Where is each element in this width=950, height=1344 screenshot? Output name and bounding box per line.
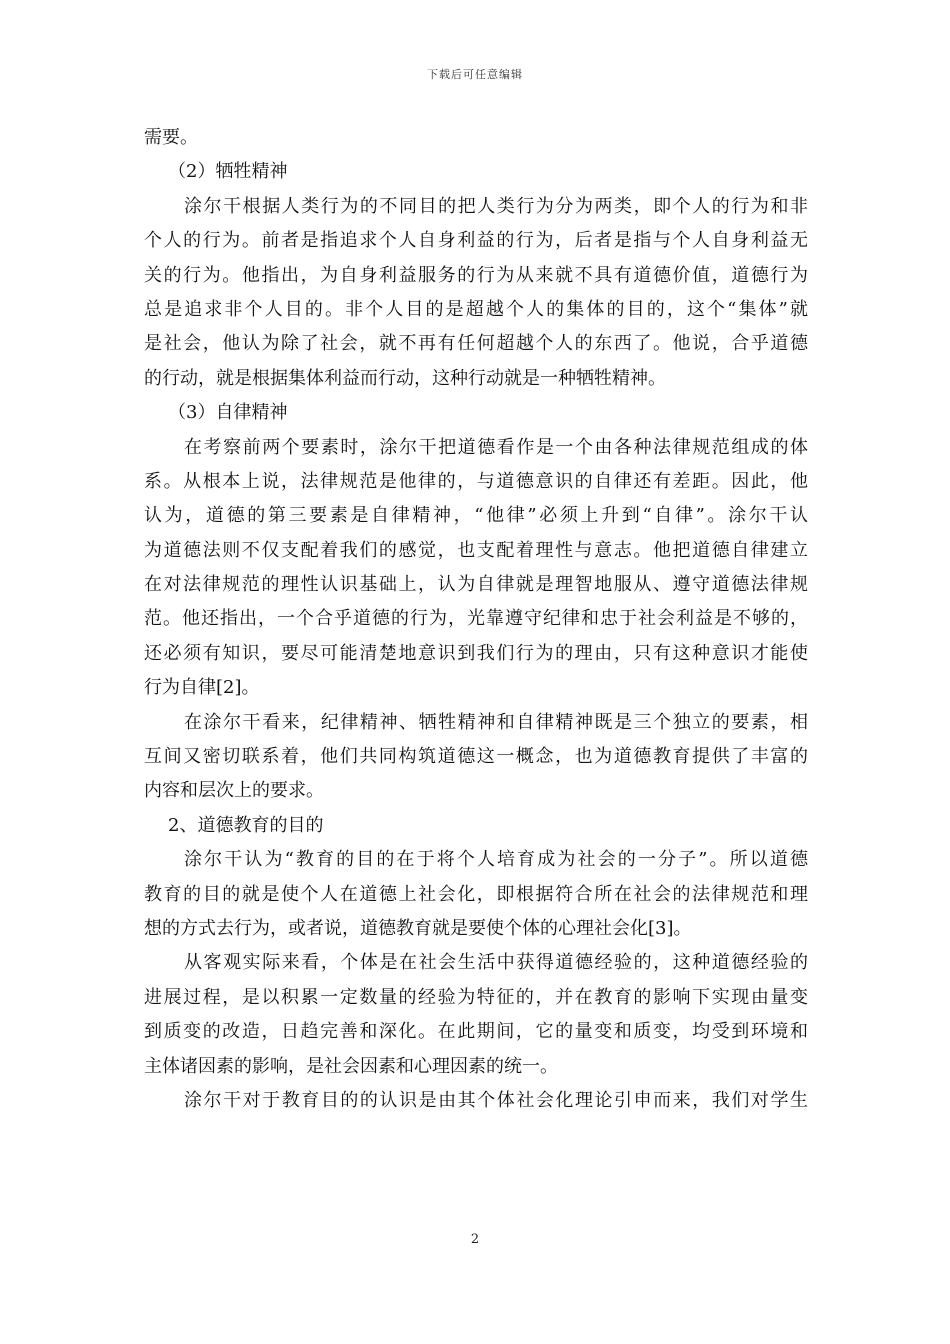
section-heading: 2、道德教育的目的 bbox=[168, 814, 324, 836]
text-line: 想的方式去行为，或者说，道德教育就是要使个体的心理社会化[3]。 bbox=[144, 917, 692, 939]
text-line: 关的行为。他指出，为自身利益服务的行为从来就不具有道德价值，道德行为 bbox=[144, 264, 808, 286]
page-header: 下载后可任意编辑 bbox=[427, 68, 523, 81]
text-line: 总是追求非个人目的。非个人目的是超越个人的集体的目的，这个“集体”就 bbox=[144, 298, 808, 320]
page-number: 2 bbox=[470, 1232, 480, 1247]
text-line: 主体诸因素的影响，是社会因素和心理因素的统一。 bbox=[144, 1055, 558, 1077]
text-line: 涂尔干对于教育目的的认识是由其个体社会化理论引申而来，我们对学生 bbox=[184, 1089, 808, 1111]
text-line: 需要。 bbox=[144, 127, 198, 148]
text-line: 内容和层次上的要求。 bbox=[144, 780, 324, 802]
text-line: 为道德法则不仅支配着我们的感觉，也支配着理性与意志。他把道德自律建立 bbox=[144, 539, 808, 561]
text-line: 是社会，他认为除了社会，就不再有任何超越个人的东西了。他说，合乎道德 bbox=[144, 333, 808, 355]
section-heading: （2）牺牲精神 bbox=[168, 161, 288, 183]
text-line: 涂尔干认为“教育的目的在于将个人培育成为社会的一分子”。所以道德 bbox=[184, 849, 808, 871]
text-line: 互间又密切联系着，他们共同构筑道德这一概念，也为道德教育提供了丰富的 bbox=[144, 746, 808, 768]
text-line: 个人的行为。前者是指追求个人自身利益的行为，后者是指与个人自身利益无 bbox=[144, 230, 808, 252]
text-line: 涂尔干根据人类行为的不同目的把人类行为分为两类，即个人的行为和非 bbox=[184, 195, 808, 217]
text-line: 的行动，就是根据集体利益而行动，这种行动就是一种牺牲精神。 bbox=[144, 367, 666, 389]
text-line: 到质变的改造，日趋完善和深化。在此期间，它的量变和质变，均受到环境和 bbox=[144, 1021, 808, 1043]
text-line: 教育的目的就是使个人在道德上社会化，即根据符合所在社会的法律规范和理 bbox=[144, 883, 808, 905]
text-line: 进展过程，是以积累一定数量的经验为特征的，并在教育的影响下实现由量变 bbox=[144, 986, 808, 1008]
section-heading: （3）自律精神 bbox=[168, 402, 288, 424]
text-line: 认为，道德的第三要素是自律精神，“他律”必须上升到“自律”。涂尔干认 bbox=[144, 505, 808, 527]
text-line: 在考察前两个要素时，涂尔干把道德看作是一个由各种法律规范组成的体 bbox=[184, 436, 808, 458]
text-line: 范。他还指出，一个合乎道德的行为，光靠遵守纪律和忠于社会利益是不够的， bbox=[144, 608, 808, 630]
text-line: 在涂尔干看来，纪律精神、牺牲精神和自律精神既是三个独立的要素，相 bbox=[184, 711, 808, 733]
text-line: 在对法律规范的理性认识基础上，认为自律就是理智地服从、遵守道德法律规 bbox=[144, 574, 808, 596]
document-body bbox=[144, 121, 808, 1118]
text-line: 行为自律[2]。 bbox=[144, 677, 260, 699]
text-line: 从客观实际来看，个体是在社会生活中获得道德经验的，这种道德经验的 bbox=[184, 952, 808, 974]
text-line: 系。从根本上说，法律规范是他律的，与道德意识的自律还有差距。因此，他 bbox=[144, 470, 808, 492]
text-line: 还必须有知识，要尽可能清楚地意识到我们行为的理由，只有这种意识才能使 bbox=[144, 642, 808, 664]
